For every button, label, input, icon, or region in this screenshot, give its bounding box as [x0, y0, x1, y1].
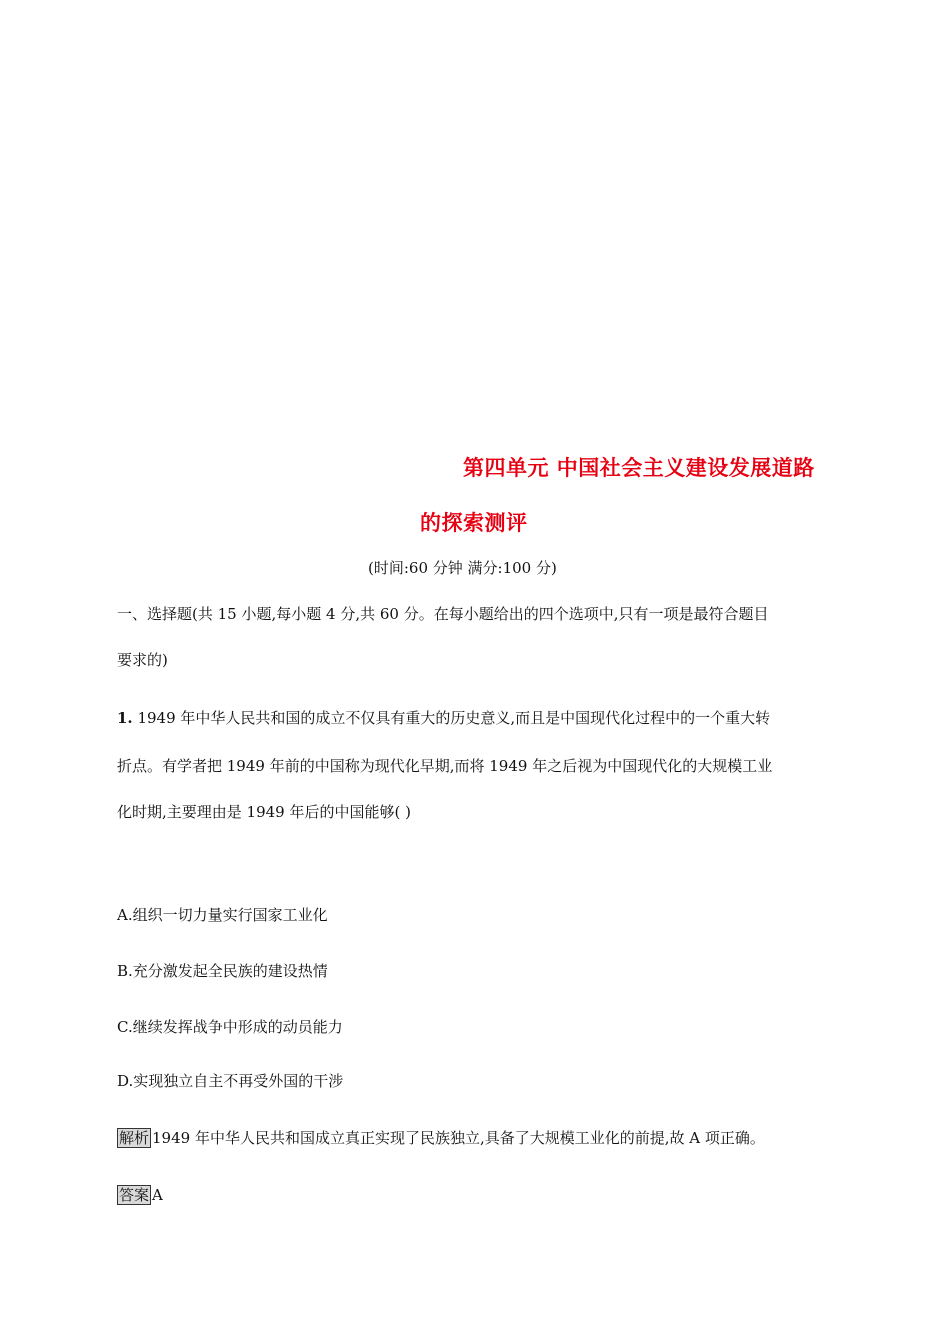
answer-row	[117, 1185, 163, 1205]
section-heading-line-1: 一、选择题(共 15 小题,每小题 4 分,共 60 分。在每小题给出的四个选项中,只有一项是最符合题目	[117, 605, 769, 623]
analysis-text: 1949 年中华人民共和国成立真正实现了民族独立,具备了大规模工业化的前提,故 A 项正确。	[152, 1129, 765, 1147]
option-d: D.实现独立自主不再受外国的干涉	[117, 1072, 344, 1090]
analysis-label: 解析	[119, 1129, 150, 1147]
question-1-stem-line-2: 折点。有学者把 1949 年前的中国称为现代化早期,而将 1949 年之后视为中国现代化的大规模工业	[117, 757, 773, 775]
question-number: 1.	[117, 709, 133, 727]
answer-label: 答案	[119, 1186, 150, 1204]
option-b: B.充分激发起全民族的建设热情	[117, 962, 328, 980]
question-1-stem-line-3: 化时期,主要理由是 1949 年后的中国能够( )	[117, 803, 411, 821]
section-heading-line-2: 要求的)	[117, 651, 168, 669]
exam-meta-time-score: (时间:60 分钟 满分:100 分)	[368, 559, 557, 577]
document-title-line-2: 的探索测评	[420, 511, 528, 535]
option-a: A.组织一切力量实行国家工业化	[117, 906, 328, 924]
analysis-row	[117, 1128, 765, 1148]
document-title-line-1: 第四单元 中国社会主义建设发展道路	[463, 456, 815, 480]
question-1-stem-text-1: 1949 年中华人民共和国的成立不仅具有重大的历史意义,而且是中国现代化过程中的一个重大转	[132, 709, 771, 727]
option-c: C.继续发挥战争中形成的动员能力	[117, 1018, 343, 1036]
question-1-stem-line-1	[117, 708, 770, 728]
answer-text: A	[152, 1186, 163, 1204]
